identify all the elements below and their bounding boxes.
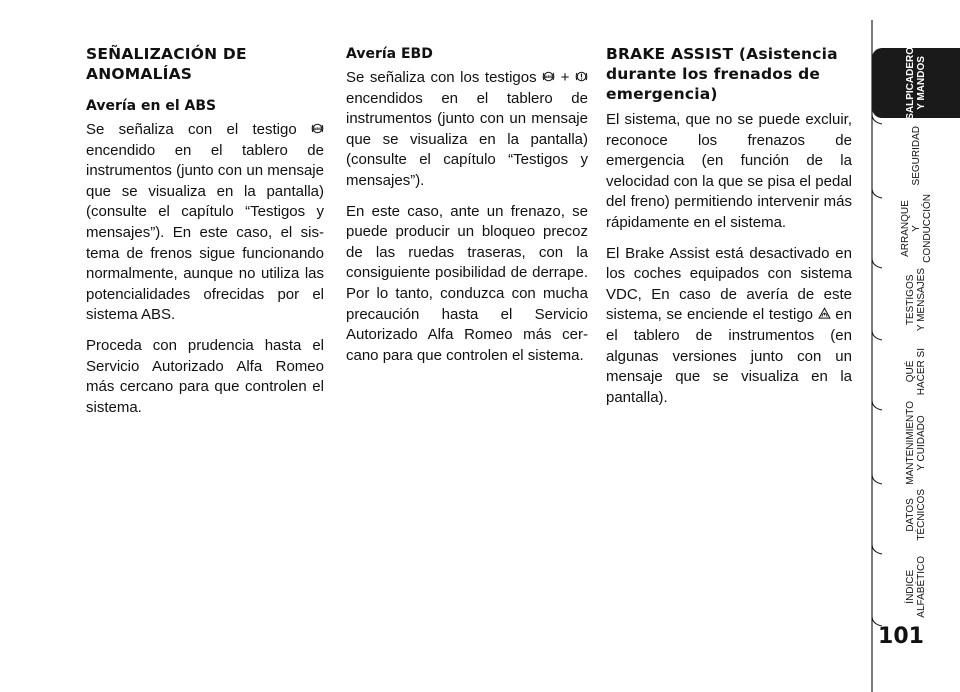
paragraph-abs-2: Proceda con prudencia hasta el Servicio Autorizado Alfa Romeo más cercano para que controlen el sistema. [86, 336, 324, 416]
subheading-averia-ebd: Avería EBD [346, 46, 433, 62]
vdc-warning-icon [818, 307, 831, 320]
column-averia-ebd [346, 44, 588, 376]
subheading-averia-abs: Avería en el ABS [86, 98, 217, 114]
paragraph-brake-assist-2: El Brake Assist está desactivado en los coches equipados con sistema VDC, En caso de avería de este sistema, se enciende el testigo en el tablero de instrumentos (en algunas versiones junto con un mensaje que se visualiza en la pantalla). [606, 244, 852, 406]
tab-que-hacer-si[interactable]: QUÉ HACER SI [905, 348, 927, 396]
column-brake-assist [606, 44, 852, 418]
page-number: 101 [878, 624, 924, 649]
tab-datos-tecnicos[interactable]: DATOS TÉCNICOS [905, 489, 927, 541]
tab-testigos-y-mensajes[interactable]: TESTIGOS Y MENSAJES [905, 268, 927, 332]
chapter-tabs [868, 20, 960, 692]
tab-arranque-y-conduccion[interactable]: ARRANQUE Y CONDUCCIÓN [899, 193, 933, 263]
tab-indice-alfabetico[interactable]: ÍNDICE ALFABÉTICO [905, 556, 927, 618]
section-title-senalizacion: SEÑALIZACIÓN DE ANOMALÍAS [86, 45, 247, 83]
svg-text:ABS: ABS [544, 74, 553, 79]
abs-warning-icon [542, 70, 555, 83]
brake-warning-icon [575, 70, 588, 83]
column-anomalias [86, 44, 324, 428]
svg-text:ABS: ABS [313, 126, 322, 131]
paragraph-ebd-2: En este caso, ante un frenazo, se puede producir un bloqueo precoz de las ruedas traseras, con la consiguiente posibilidad de derrape. Por lo tanto, conduzca con mucha precaución hasta el Servicio Autorizado Alfa Romeo más cercano para que controlen el sistema. [346, 202, 588, 364]
paragraph-brake-assist-1: El sistema, que no se puede excluir, reconoce los frenazos de emergencia (en función de la velocidad con la que se pisa el pedal del freno) permitiendo intervenir más rápidamente en el sistema. [606, 111, 852, 231]
tab-seguridad[interactable]: SEGURIDAD [910, 126, 922, 186]
abs-warning-icon [311, 122, 324, 135]
paragraph-ebd-1: Se señaliza con los testigos ABS + encendidos en el tablero de instrumentos (junto con un mensaje que se visualiza en la pantalla) (consulte el capítulo “Testigos y mensajes”). [346, 69, 588, 189]
tab-salpicadero-y-mandos[interactable]: SALPICADERO Y MANDOS [872, 48, 960, 118]
tab-mantenimiento-y-cuidado[interactable]: MANTENIMIENTO Y CUIDADO [905, 401, 927, 485]
section-title-brake-assist: BRAKE ASSIST (Asistencia durante los frenados de emergencia) [606, 45, 838, 103]
paragraph-abs-1: Se señaliza con el testigo ABS encendido en el tablero de instrumentos (junto con un mensaje que se visualiza en la pantalla) (consulte el capítulo “Testigos y mensajes”). En este caso, el sistema de frenos sigue funcionando normalmente, aunque no utiliza las potencialidades ofrecidas por el sistema ABS. [86, 121, 324, 324]
